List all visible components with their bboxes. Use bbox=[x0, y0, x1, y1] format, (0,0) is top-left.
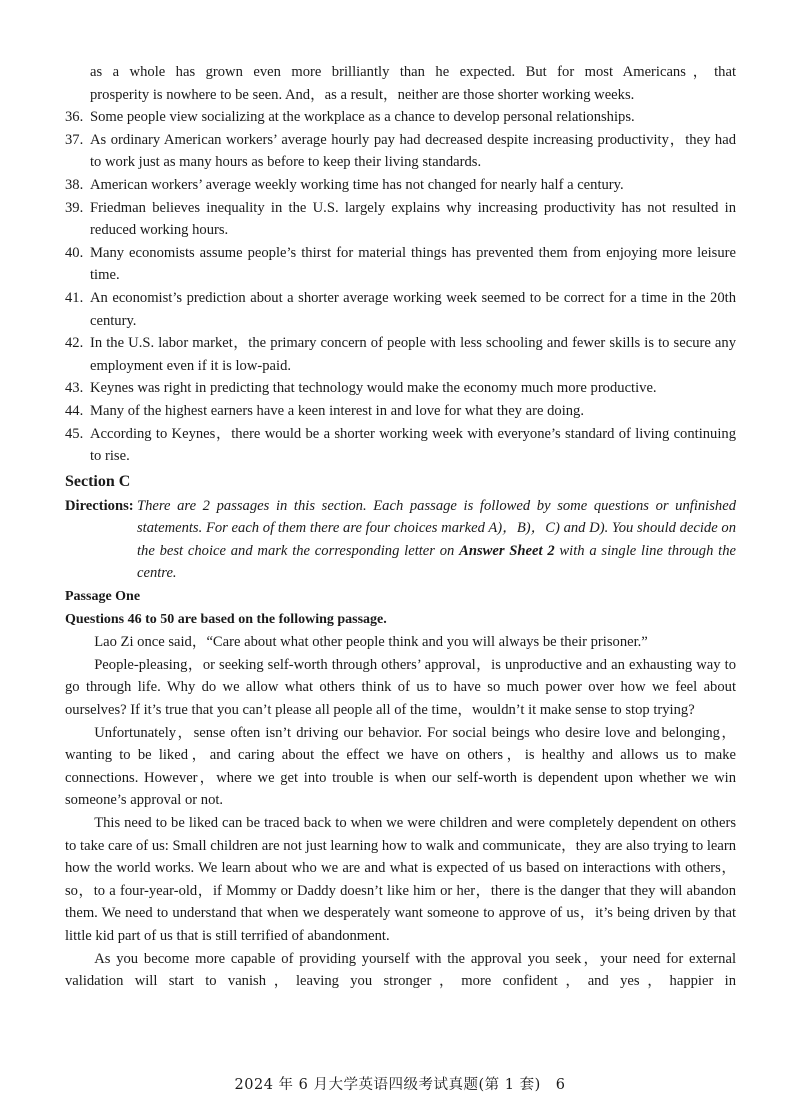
continued-line-1: as a whole has grown even more brilliantly than he expected. But for most Americans，that bbox=[90, 64, 736, 80]
statement-text: Many of the highest earners have a keen interest in and love for what they are doing. bbox=[90, 402, 584, 419]
passage-paragraph: As you become more capable of providing yourself with the approval you seek，your need for external validation will start to vanish，leaving you stronger，more confident，and yes，happier in bbox=[65, 950, 736, 990]
statement-text: In the U.S. labor market，the primary concern of people with less schooling and fewer skills is to secure any employment even if it is low-paid. bbox=[90, 335, 736, 374]
statement-number: 44. bbox=[65, 402, 84, 419]
passage-paragraph: Unfortunately，sense often isn’t driving our behavior. For social beings who desire love and belonging，wanting to be liked，and caring about the effect we have on others，is healthy and allows us to make connections. However，where we get into trouble is when our self-worth is dependent upon whether we win someone’s approval or not. bbox=[65, 724, 736, 809]
statement-number: 40. bbox=[65, 244, 84, 261]
directions bbox=[65, 495, 736, 585]
statement-item bbox=[65, 242, 736, 287]
answer-sheet-reference: Answer Sheet 2 bbox=[459, 542, 555, 559]
statement-number: 36. bbox=[65, 109, 84, 126]
page-content bbox=[65, 61, 736, 993]
statement-text: According to Keynes，there would be a shorter working week with everyone’s standard of living continuing to rise. bbox=[90, 425, 736, 465]
statement-number: 37. bbox=[65, 131, 84, 148]
statement-item bbox=[65, 377, 736, 400]
statement-number: 38. bbox=[65, 176, 84, 193]
statement-text: Friedman believes inequality in the U.S. largely explains why increasing productivity has not resulted in reduced working hours. bbox=[90, 199, 736, 239]
page-footer: 2024 年 6 月大学英语四级考试真题(第 1 套) 6 bbox=[234, 1077, 566, 1093]
statement-item bbox=[65, 129, 736, 174]
statement-text: An economist’s prediction about a shorter average working week seemed to be correct for a time in the 20th century. bbox=[90, 289, 736, 329]
statement-text: Some people view socializing at the workplace as a chance to develop personal relationships. bbox=[90, 109, 635, 126]
statement-item bbox=[65, 197, 736, 242]
directions-text bbox=[137, 495, 736, 585]
statement-number: 43. bbox=[65, 380, 84, 397]
passage-paragraph: Lao Zi once said，“Care about what other people think and you will always be their prisoner.” bbox=[94, 634, 648, 651]
statement-number: 42. bbox=[65, 335, 84, 352]
statement-list bbox=[65, 106, 736, 468]
directions-text-part2: with a single line through the centre. bbox=[137, 542, 736, 582]
statement-item bbox=[65, 400, 736, 423]
statement-number: 45. bbox=[65, 425, 84, 442]
statement-number: 39. bbox=[65, 199, 84, 216]
statement-item bbox=[65, 106, 736, 129]
statement-text: Keynes was right in predicting that technology would make the economy much more productive. bbox=[90, 380, 657, 397]
statement-item bbox=[65, 287, 736, 332]
passage-paragraph: This need to be liked can be traced back to when we were children and were completely dependent on others to take care of us: Small children are not just learning how to walk and communicate，they are also trying to learn how the world works. We learn about who we are and what is expected of us based on interactions with others，so，to a four-year-old，if Mommy or Daddy doesn’t like him or her，there is the danger that they will abandon them. We need to understand that when we desperately want someone to approve of us，it’s being driven by that little kid part of us that is still terrified of abandonment. bbox=[65, 815, 736, 944]
statement-text: Many economists assume people’s thirst for material things has prevented them from enjoying more leisure time. bbox=[90, 244, 736, 284]
continued-line-2: prosperity is nowhere to be seen. And，as a result，neither are those shorter working weeks. bbox=[90, 86, 635, 103]
passage-body bbox=[65, 631, 736, 993]
statement-item bbox=[65, 423, 736, 468]
statement-text: American workers’ average weekly working time has not changed for nearly half a century. bbox=[90, 176, 624, 193]
passage-subtitle: Questions 46 to 50 are based on the following passage. bbox=[65, 611, 387, 627]
statement-item bbox=[65, 174, 736, 197]
passage-title: Passage One bbox=[65, 589, 141, 605]
directions-label: Directions: bbox=[65, 497, 134, 514]
statement-text: As ordinary American workers’ average hourly pay had decreased despite increasing productivity，they had to work just as many hours as before to keep their living standards. bbox=[90, 131, 736, 171]
statement-number: 41. bbox=[65, 289, 84, 306]
statement-item bbox=[65, 332, 736, 377]
continued-paragraph bbox=[65, 61, 736, 106]
passage-paragraph: People-pleasing，or seeking self-worth through others’ approval，is unproductive and an exhausting way to go through life. Why do we allow what others think of us to have so much power over how we feel about ourselves? If it’s true that you can’t please all people all of the time，wouldn’t it make sense to stop trying? bbox=[65, 656, 736, 719]
directions-text-part1: There are 2 passages in this section. Each passage is followed by some questions or unfinished statements. For each of them there are four choices marked A)，B)，C) and D). You should decide on the best choice and mark the corresponding letter on bbox=[137, 497, 736, 559]
section-c-title: Section C bbox=[65, 472, 131, 490]
